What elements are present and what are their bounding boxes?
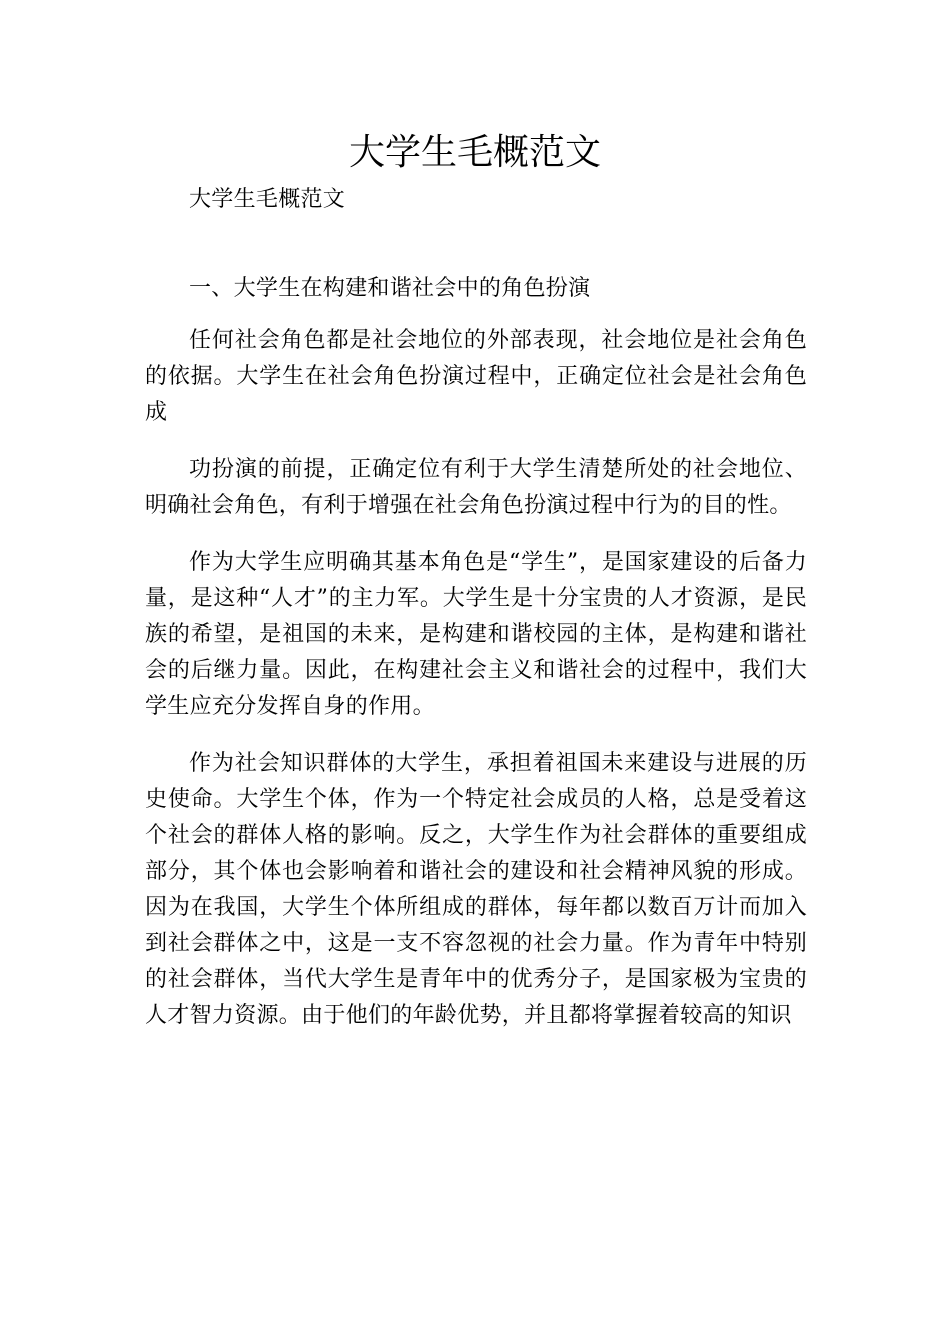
subtitle-paragraph: 大学生毛概范文 bbox=[189, 187, 346, 212]
section-heading: 一、大学生在构建和谐社会中的角色扮演 bbox=[189, 276, 591, 301]
body-paragraph: 任何社会角色都是社会地位的外部表现，社会地位是社会角色的依据。大学生在社会角色扮演过程中，正确定位社会是社会角色成 bbox=[145, 328, 807, 425]
body-paragraph: 功扮演的前提，正确定位有利于大学生清楚所处的社会地位、明确社会角色，有利于增强在社会角色扮演过程中行为的目的性。 bbox=[145, 457, 807, 518]
document-body bbox=[145, 182, 807, 1034]
body-paragraph: 作为大学生应明确其基本角色是“学生”，是国家建设的后备力量，是这种“人才”的主力军。大学生是十分宝贵的人才资源，是民族的希望，是祖国的未来，是构建和谐校园的主体，是构建和谐社会的后继力量。因此，在构建社会主义和谐社会的过程中，我们大学生应充分发挥自身的作用。 bbox=[145, 550, 807, 719]
body-paragraph: 作为社会知识群体的大学生，承担着祖国未来建设与进展的历史使命。大学生个体，作为一个特定社会成员的人格，总是受着这个社会的群体人格的影响。反之，大学生作为社会群体的重要组成部分，其个体也会影响着和谐社会的建设和社会精神风貌的形成。因为在我国，大学生个体所组成的群体，每年都以数百万计而加入到社会群体之中，这是一支不容忽视的社会力量。作为青年中特别的社会群体，当代大学生是青年中的优秀分子，是国家极为宝贵的人才智力资源。由于他们的年龄优势，并且都将掌握着较高的知识 bbox=[145, 751, 807, 1028]
document-title: 大学生毛概范文 bbox=[348, 132, 601, 173]
